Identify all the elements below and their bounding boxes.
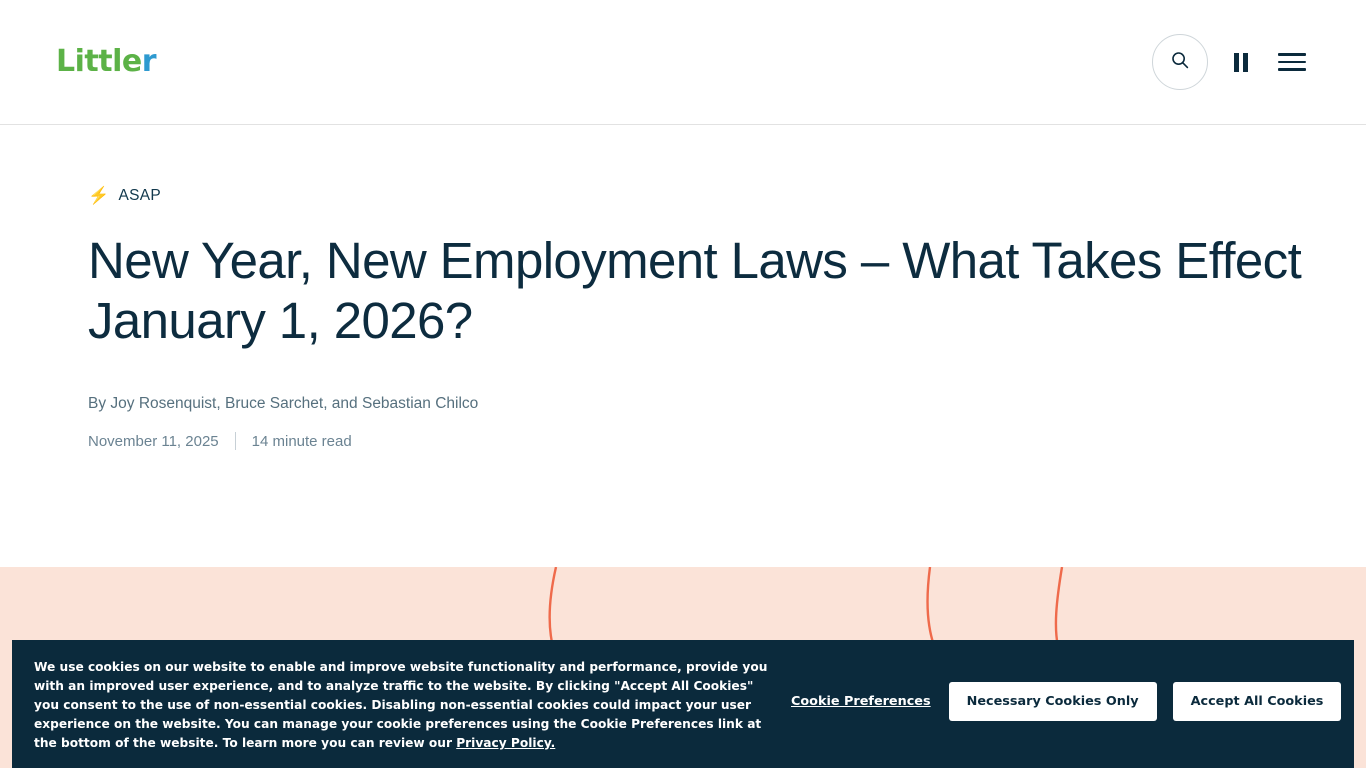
pause-icon: [1234, 53, 1248, 72]
article-hero: [0, 125, 1366, 450]
page-title: New Year, New Employment Laws – What Takes Effect January 1, 2026?: [88, 232, 1302, 350]
pause-animation-button[interactable]: [1230, 49, 1252, 76]
cookie-preferences-button[interactable]: Cookie Preferences: [789, 690, 933, 713]
accept-all-cookies-button[interactable]: Accept All Cookies: [1173, 682, 1342, 721]
menu-button[interactable]: [1274, 49, 1310, 75]
site-header: [0, 0, 1366, 125]
search-button[interactable]: [1152, 34, 1208, 90]
publish-date: November 11, 2025: [88, 432, 219, 450]
hamburger-menu-icon: [1278, 53, 1306, 71]
necessary-cookies-only-button[interactable]: Necessary Cookies Only: [949, 682, 1157, 721]
site-logo-text: Littler: [56, 44, 157, 79]
privacy-policy-link[interactable]: Privacy Policy.: [456, 735, 556, 750]
cookie-banner-body: We use cookies on our website to enable and improve website functionality and performance, provide you with an improved user experience, and to analyze traffic to the website. By clicking "Accept All Cookies" you consent to the use of non-essential cookies. Disabling non-essential cookies could impact your user experience on the website. You can manage your cookie preferences using the Cookie Preferences link at the bottom of the website. To learn more you can review our: [34, 660, 768, 750]
article-byline: By Joy Rosenquist, Bruce Sarchet, and Sebastian Chilco: [88, 395, 479, 413]
content-type-badge: [88, 187, 1310, 205]
site-logo[interactable]: [56, 44, 157, 79]
article-meta: [88, 432, 1310, 450]
search-icon: [1170, 50, 1190, 75]
read-time: 14 minute read: [251, 432, 352, 450]
meta-divider: [235, 432, 236, 450]
cookie-banner-actions: [789, 658, 1341, 721]
cookie-consent-banner: [12, 640, 1354, 768]
header-actions: [1152, 34, 1310, 90]
lightning-bolt-icon: ⚡: [88, 185, 110, 205]
content-type-label: ASAP: [118, 187, 162, 204]
cookie-banner-text: [34, 658, 769, 753]
